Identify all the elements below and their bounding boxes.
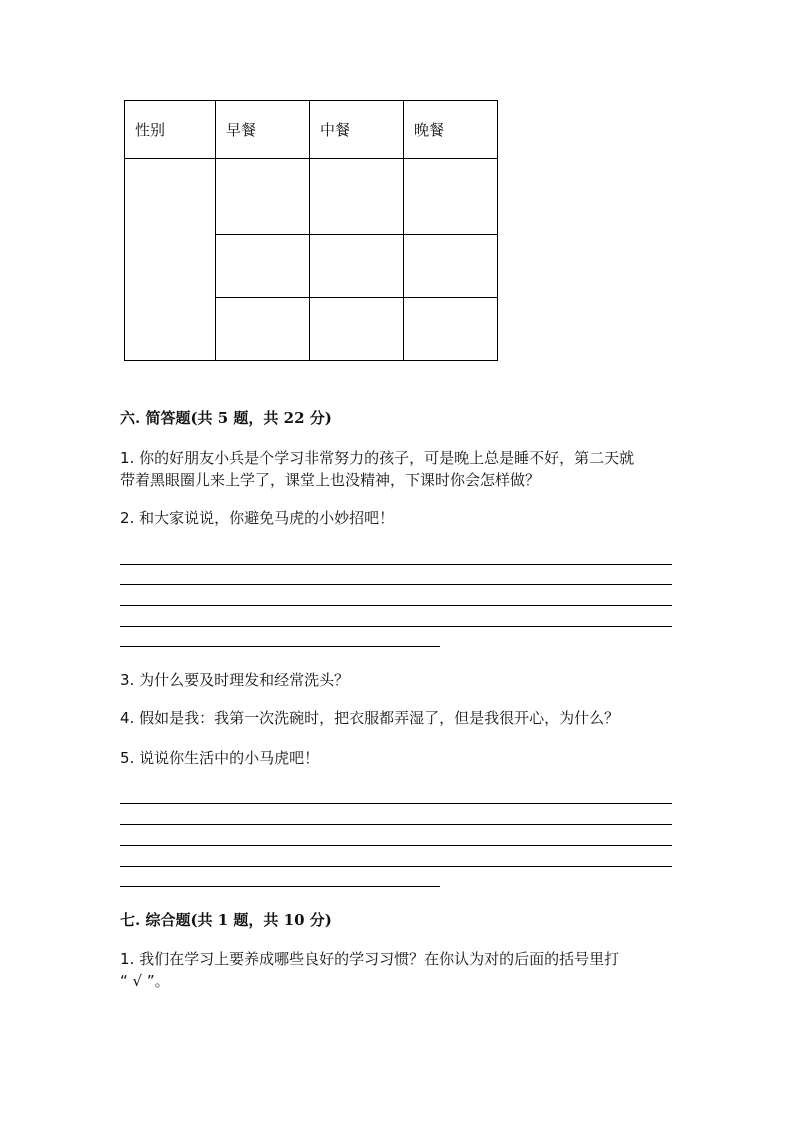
table-cell[interactable] [216,235,310,298]
question-6-1-line-1: 1. 你的好朋友小兵是个学习非常努力的孩子，可是晚上总是睡不好，第二天就 [120,449,635,467]
table-cell[interactable] [216,159,310,235]
header-breakfast: 早餐 [216,101,310,159]
answer-line[interactable] [120,845,672,846]
answer-line[interactable] [120,584,672,585]
answer-line[interactable] [120,564,672,565]
table-cell[interactable] [404,235,498,298]
question-6-5: 5. 说说你生活中的小马虎吧！ [120,749,320,767]
answer-line[interactable] [120,605,672,606]
question-6-1-line-2: 带着黑眼圈儿来上学了，课堂上也没精神，下课时你会怎样做？ [120,471,541,489]
table-cell[interactable] [310,235,404,298]
table-cell[interactable] [216,298,310,361]
header-dinner: 晚餐 [404,101,498,159]
answer-line[interactable] [120,626,672,627]
answer-line[interactable] [120,646,440,647]
section-6-title: 六. 简答题(共 5 题，共 22 分) [120,409,332,427]
question-7-1-line-2: “ √ ”。 [120,972,170,990]
header-gender: 性别 [125,101,216,159]
table-header-row [125,101,498,159]
table-cell[interactable] [310,159,404,235]
table-cell[interactable] [310,298,404,361]
question-6-3: 3. 为什么要及时理发和经常洗头？ [120,671,350,689]
question-7-1-line-1: 1. 我们在学习上要养成哪些良好的学习习惯？在你认为对的后面的括号里打 [120,950,620,968]
header-lunch: 中餐 [310,101,404,159]
answer-line[interactable] [120,886,440,887]
answer-line[interactable] [120,824,672,825]
meal-table [124,100,498,361]
section-7-title: 七. 综合题(共 1 题，共 10 分) [120,911,332,929]
table-cell[interactable] [404,159,498,235]
question-6-2: 2. 和大家说说，你避免马虎的小妙招吧！ [120,509,395,527]
table-cell-gender[interactable] [125,159,216,361]
question-6-4: 4. 假如是我：我第一次洗碗时，把衣服都弄湿了，但是我很开心，为什么？ [120,709,620,727]
answer-line[interactable] [120,803,672,804]
table-row [125,159,498,235]
answer-line[interactable] [120,866,672,867]
table-cell[interactable] [404,298,498,361]
